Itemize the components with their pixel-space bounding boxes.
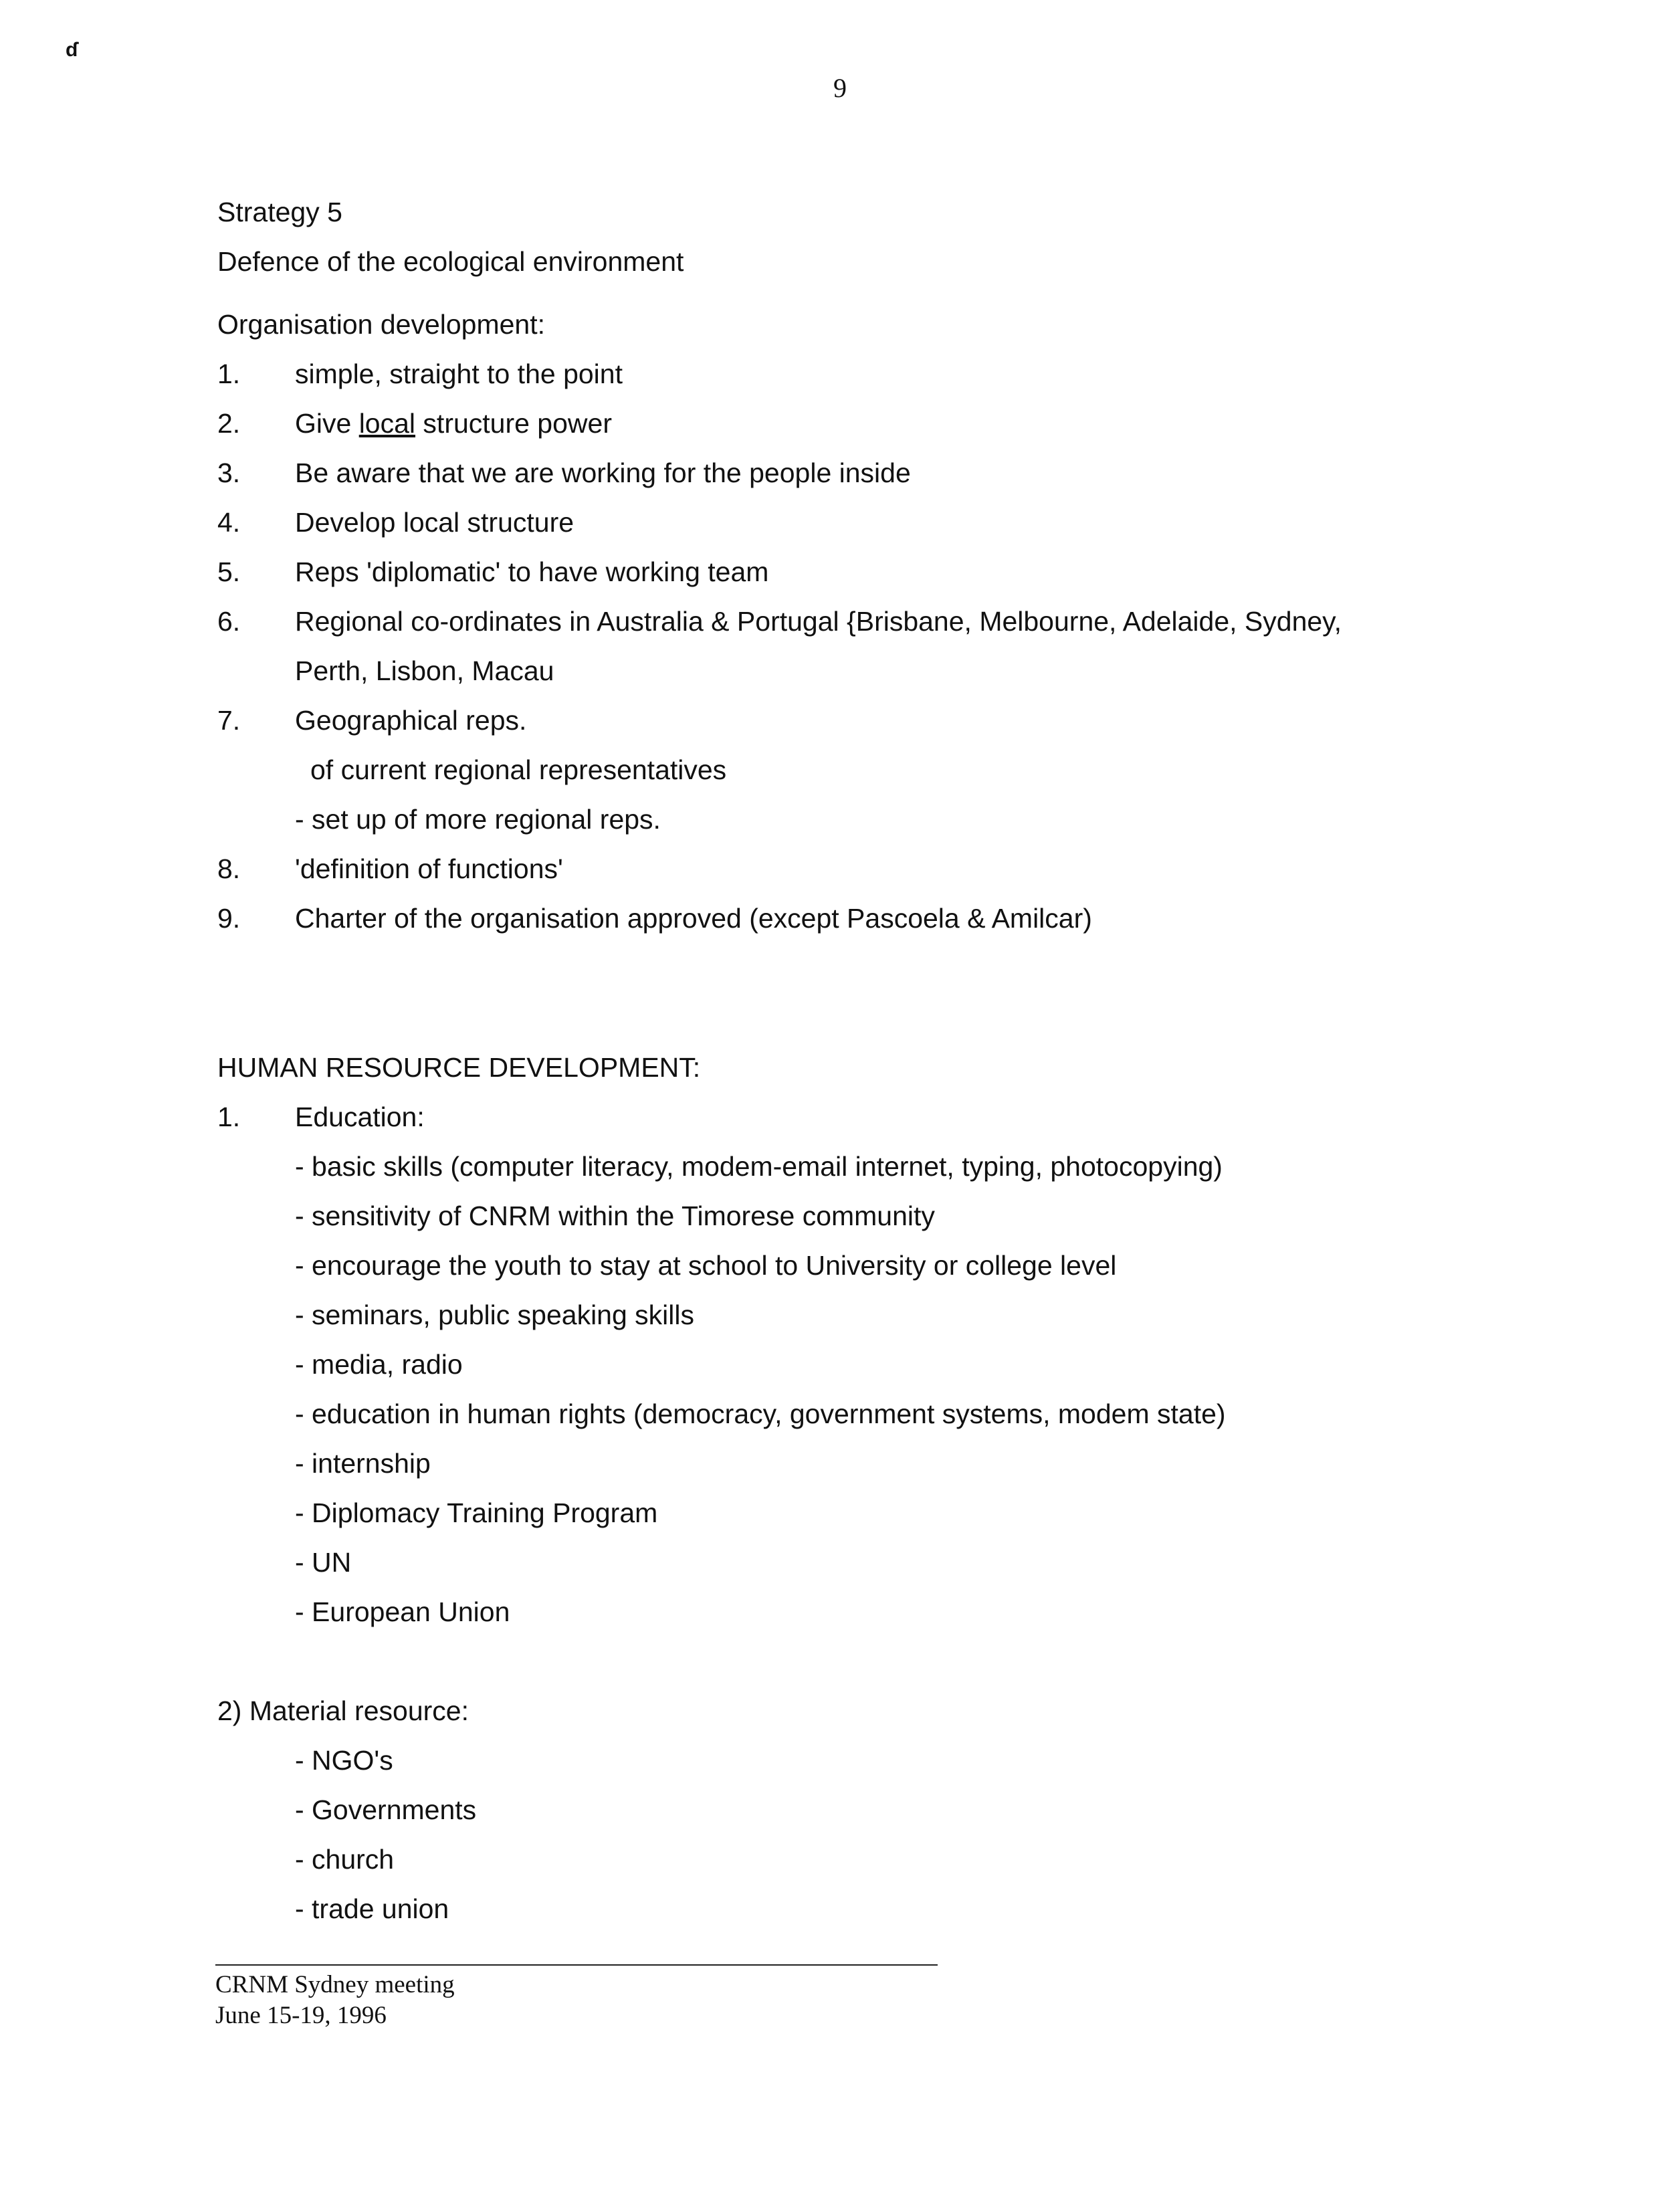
- item-number: 6.: [217, 606, 241, 637]
- item-text: simple, straight to the point: [295, 358, 623, 389]
- item-number: 9.: [217, 903, 241, 934]
- education-item: - sensitivity of CNRM within the Timorese community: [295, 1201, 935, 1231]
- footer-line-2: June 15-19, 1996: [215, 2002, 387, 2029]
- organisation-heading: Organisation development:: [217, 309, 546, 340]
- material-item: - church: [295, 1844, 395, 1875]
- hrd-heading: HUMAN RESOURCE DEVELOPMENT:: [217, 1052, 701, 1083]
- education-item: - encourage the youth to stay at school to University or college level: [295, 1250, 1117, 1281]
- item-text-pre: Give: [295, 408, 359, 439]
- education-item: - education in human rights (democracy, government systems, modem state): [295, 1398, 1226, 1429]
- item-text: Charter of the organisation approved (except Pascoela & Amilcar): [295, 903, 1092, 934]
- list-item: [217, 349, 1555, 399]
- education-item: - media, radio: [295, 1349, 463, 1380]
- document-body: [217, 187, 1555, 1934]
- list-item: [217, 547, 1555, 597]
- list-item: [217, 894, 1555, 943]
- list-item: [217, 844, 1555, 894]
- page-number: 9: [833, 73, 847, 103]
- item-text-underlined: local: [358, 408, 416, 439]
- material-item: - Governments: [295, 1794, 477, 1825]
- footer-line-1: CRNM Sydney meeting: [215, 1971, 455, 1998]
- material-heading: 2) Material resource:: [217, 1695, 469, 1726]
- education-item: - seminars, public speaking skills: [295, 1299, 695, 1330]
- item-text: Be aware that we are working for the people inside: [295, 457, 911, 488]
- page-footer: [215, 1964, 938, 2031]
- material-item: - NGO's: [295, 1745, 393, 1776]
- item-number: 3.: [217, 457, 241, 488]
- material-item: - trade union: [295, 1893, 449, 1924]
- item-text: Education:: [295, 1102, 425, 1132]
- item-text: Regional co-ordinates in Australia & Portugal {Brisbane, Melbourne, Adelaide, Sydney,: [295, 606, 1342, 637]
- corner-mark: ɗ: [66, 39, 78, 61]
- education-item: - European Union: [295, 1596, 510, 1627]
- item-continuation: Perth, Lisbon, Macau: [295, 655, 554, 686]
- item-text: Reps 'diplomatic' to have working team: [295, 556, 769, 587]
- item-number: 8.: [217, 853, 241, 884]
- item-number: 4.: [217, 507, 241, 538]
- item-number: 1.: [217, 1102, 241, 1132]
- item-text: Geographical reps.: [295, 705, 527, 736]
- list-item: [217, 498, 1555, 547]
- list-item: [217, 448, 1555, 498]
- item-text-post: structure power: [415, 408, 612, 439]
- item-text: 'definition of functions': [295, 853, 563, 884]
- item-number: 2.: [217, 408, 241, 439]
- education-item: - UN: [295, 1547, 352, 1578]
- strategy-title: Strategy 5: [217, 197, 342, 227]
- item-number: 5.: [217, 556, 241, 587]
- education-item: - internship: [295, 1448, 431, 1479]
- strategy-subtitle: Defence of the ecological environment: [217, 246, 684, 277]
- list-item: [217, 597, 1555, 646]
- list-item: [217, 696, 1555, 745]
- item-text: Develop local structure: [295, 507, 574, 538]
- item-number: 1.: [217, 358, 241, 389]
- item-subline: of current regional representatives: [310, 754, 727, 785]
- education-item: - Diplomacy Training Program: [295, 1497, 658, 1528]
- list-item: [217, 399, 1555, 448]
- item-subline: - set up of more regional reps.: [295, 804, 661, 835]
- list-item: [217, 1092, 1555, 1142]
- education-item: - basic skills (computer literacy, modem-email internet, typing, photocopying): [295, 1151, 1223, 1182]
- item-number: 7.: [217, 705, 241, 736]
